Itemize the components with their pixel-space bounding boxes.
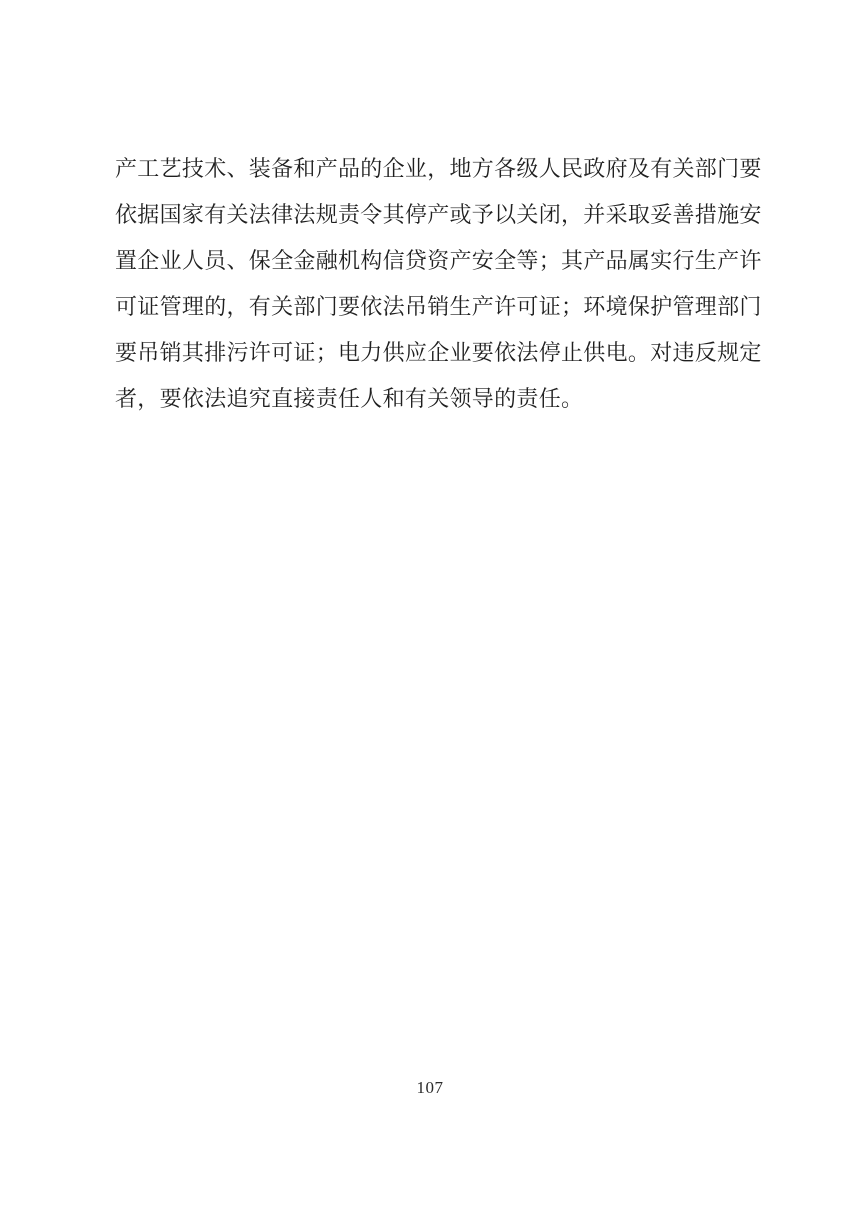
paragraph-line: 要吊销其排污许可证；电力供应企业要依法停止供电。对违反规定 <box>115 340 762 365</box>
paragraph-line: 者，要依法追究直接责任人和有关领导的责任。 <box>115 386 584 411</box>
page-number: 107 <box>416 1078 444 1097</box>
paragraph <box>115 146 762 422</box>
paragraph-line: 可证管理的，有关部门要依法吊销生产许可证；环境保护管理部门 <box>115 294 762 319</box>
paragraph-line: 依据国家有关法律法规责令其停产或予以关闭，并采取妥善措施安 <box>115 202 762 227</box>
paragraph-line: 产工艺技术、装备和产品的企业，地方各级人民政府及有关部门要 <box>115 156 762 181</box>
paragraph-line: 置企业人员、保全金融机构信贷资产安全等；其产品属实行生产许 <box>115 248 762 273</box>
